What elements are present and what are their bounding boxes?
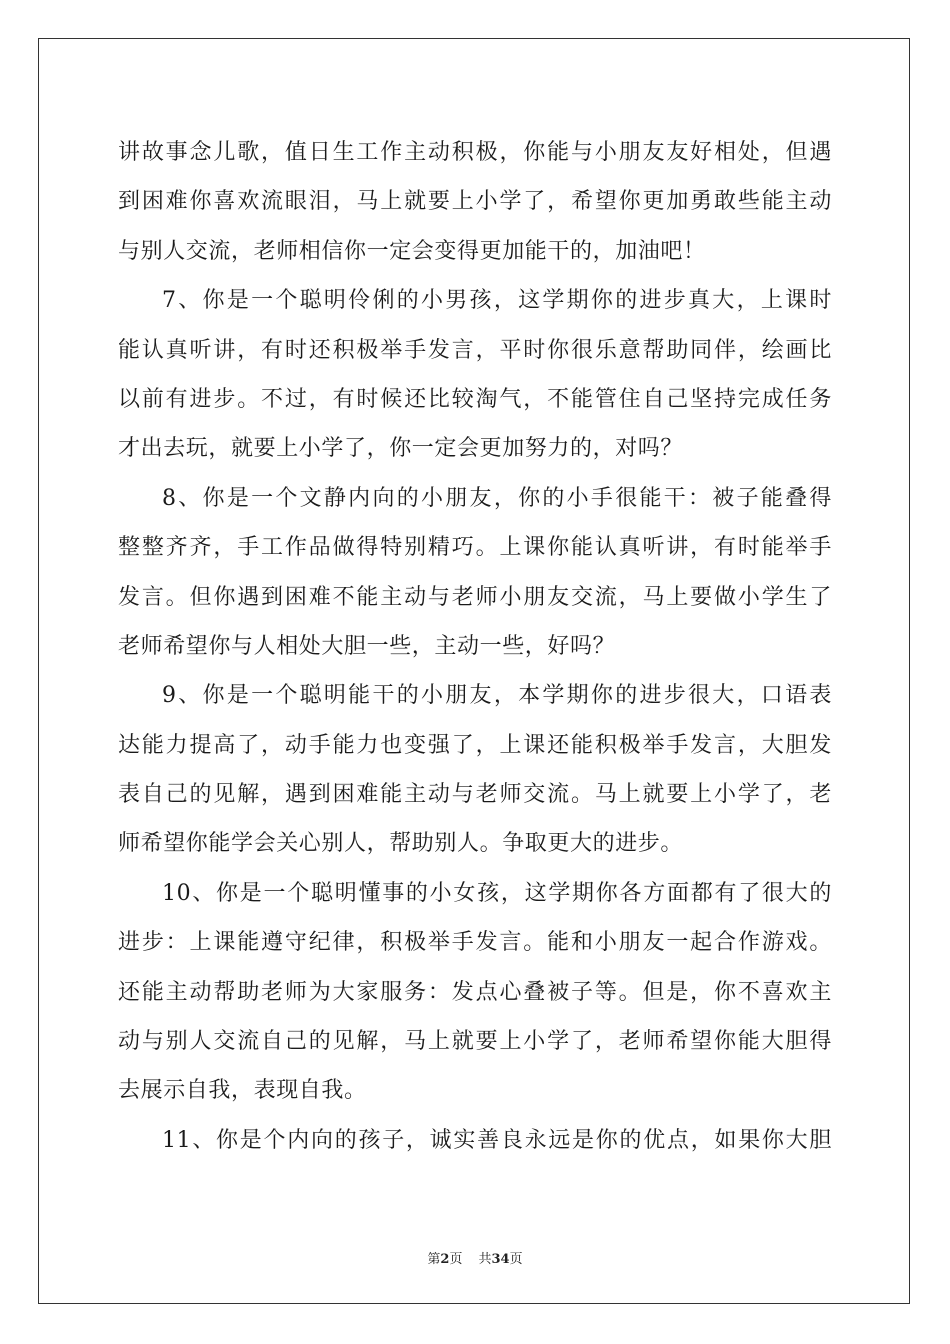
page-footer <box>0 1248 950 1267</box>
text-line: 才出去玩，就要上小学了，你一定会更加努力的，对吗？ <box>118 436 684 462</box>
text-line: 8、你是一个文静内向的小朋友，你的小手很能干：被子能叠得 <box>162 485 832 511</box>
text-line: 师希望你能学会关心别人，帮助别人。争取更大的进步。 <box>118 831 684 857</box>
footer-total-prefix: 共 <box>478 1252 492 1267</box>
text-line: 10、你是一个聪明懂事的小女孩，这学期你各方面都有了很大的 <box>162 880 832 906</box>
text-line: 进步：上课能遵守纪律，积极举手发言。能和小朋友一起合作游戏。 <box>118 930 832 956</box>
text-line: 9、你是一个聪明能干的小朋友，本学期你的进步很大，口语表 <box>162 683 832 709</box>
text-line: 达能力提高了，动手能力也变强了，上课还能积极举手发言，大胆发 <box>118 732 832 758</box>
footer-total-pages: 34 <box>491 1252 510 1267</box>
text-line: 表自己的见解，遇到困难能主动与老师交流。马上就要上小学了，老 <box>118 782 832 808</box>
text-line: 11、你是个内向的孩子，诚实善良永远是你的优点，如果你大胆 <box>162 1127 832 1153</box>
footer-page-number: 2 <box>440 1252 450 1267</box>
text-line: 7、你是一个聪明伶俐的小男孩，这学期你的进步真大，上课时 <box>162 288 832 314</box>
text-line: 整整齐齐，手工作品做得特别精巧。上课你能认真听讲，有时能举手 <box>118 535 832 561</box>
text-line: 老师希望你与人相处大胆一些，主动一些，好吗？ <box>118 633 616 659</box>
text-line: 动与别人交流自己的见解，马上就要上小学了，老师希望你能大胆得 <box>118 1029 832 1055</box>
text-line: 与别人交流，老师相信你一定会变得更加能干的，加油吧！ <box>118 238 706 264</box>
footer-total-suffix: 页 <box>509 1252 523 1267</box>
text-line: 能认真听讲，有时还积极举手发言，平时你很乐意帮助同伴，绘画比 <box>118 337 832 363</box>
text-line: 以前有进步。不过，有时候还比较淘气，不能管住自己坚持完成任务 <box>118 386 832 412</box>
text-line: 讲故事念儿歌，值日生工作主动积极，你能与小朋友友好相处，但遇 <box>118 140 832 165</box>
text-line: 到困难你喜欢流眼泪，马上就要上小学了，希望你更加勇敢些能主动 <box>118 189 832 215</box>
text-line: 去展示自我，表现自我。 <box>118 1078 367 1104</box>
footer-page-prefix: 第 <box>427 1252 441 1267</box>
footer-page-suffix: 页 <box>449 1252 463 1267</box>
text-line: 发言。但你遇到困难不能主动与老师小朋友交流，马上要做小学生了 <box>118 584 832 610</box>
document-body <box>118 128 832 1165</box>
text-line: 还能主动帮助老师为大家服务：发点心叠被子等。但是，你不喜欢主 <box>118 979 832 1005</box>
